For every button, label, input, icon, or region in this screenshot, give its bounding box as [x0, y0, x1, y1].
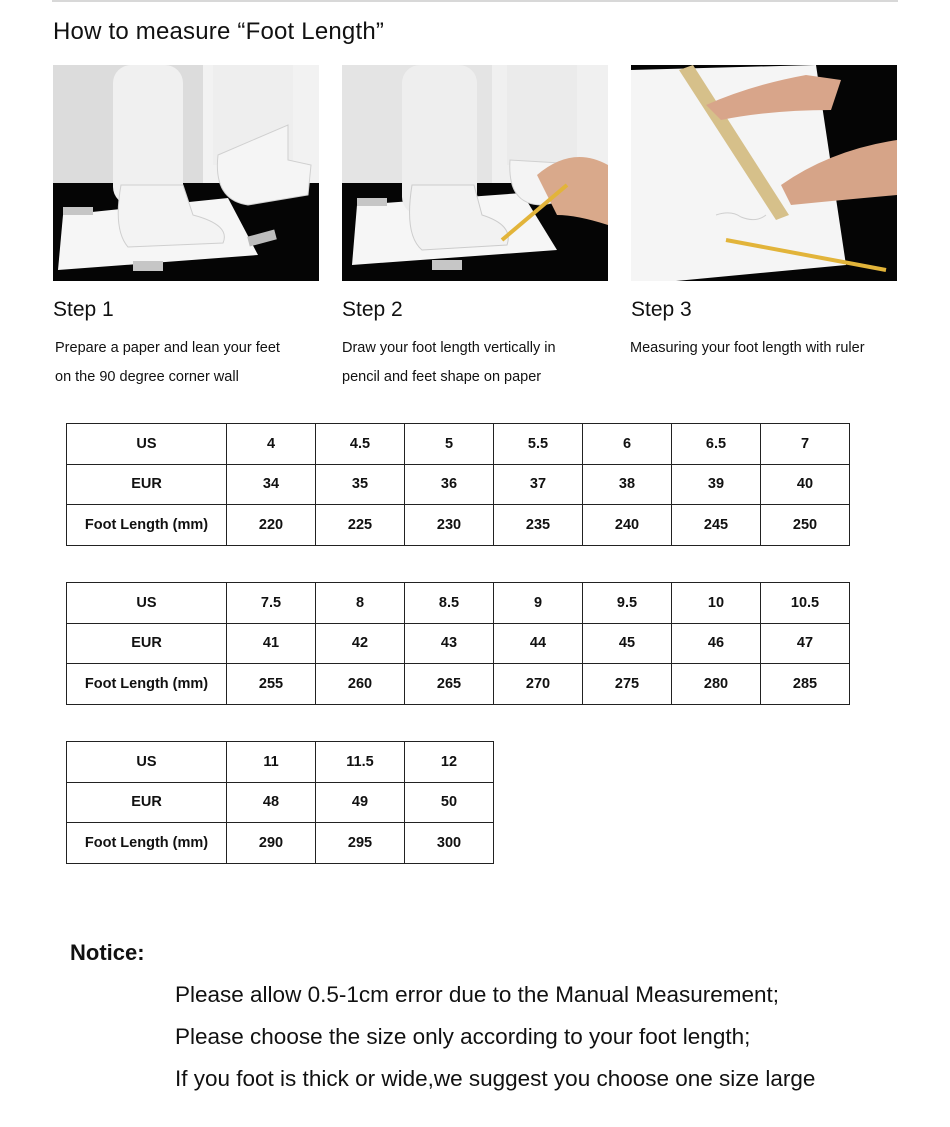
table-cell: 5.5 — [494, 424, 583, 465]
table-cell: 38 — [583, 464, 672, 505]
table-cell: 6 — [583, 424, 672, 465]
step-1-line-2: on the 90 degree corner wall — [55, 369, 239, 385]
table-cell: 220 — [227, 505, 316, 546]
table-cell: 44 — [494, 623, 583, 664]
size-table-3 — [66, 741, 494, 864]
row-label: Foot Length (mm) — [67, 505, 227, 546]
table-cell: 9 — [494, 583, 583, 624]
table-cell: 41 — [227, 623, 316, 664]
table-cell: 7.5 — [227, 583, 316, 624]
notice-line-1: Please allow 0.5-1cm error due to the Manual Measurement; — [175, 982, 780, 1007]
size-table-1 — [66, 423, 850, 546]
table-cell: 9.5 — [583, 583, 672, 624]
table-cell: 12 — [405, 742, 494, 783]
table-cell: 6.5 — [672, 424, 761, 465]
size-table-2 — [66, 582, 850, 705]
table-cell: 300 — [405, 823, 494, 864]
table-cell: 4.5 — [316, 424, 405, 465]
notice-line-3: If you foot is thick or wide,we suggest you choose one size large — [175, 1066, 816, 1091]
table-cell: 260 — [316, 664, 405, 705]
table-row-us — [67, 742, 494, 783]
table-cell: 10 — [672, 583, 761, 624]
table-cell: 40 — [761, 464, 850, 505]
row-label: EUR — [67, 464, 227, 505]
page-title: How to measure “Foot Length” — [53, 18, 385, 45]
step-3-description — [630, 334, 865, 363]
table-cell: 225 — [316, 505, 405, 546]
row-label: US — [67, 583, 227, 624]
top-divider — [52, 0, 898, 2]
table-cell: 45 — [583, 623, 672, 664]
table-cell: 245 — [672, 505, 761, 546]
table-cell: 255 — [227, 664, 316, 705]
table-cell: 8 — [316, 583, 405, 624]
table-row-us — [67, 583, 850, 624]
table-cell: 285 — [761, 664, 850, 705]
table-row-eur — [67, 623, 850, 664]
tracing-foot-photo — [342, 65, 608, 281]
table-cell: 39 — [672, 464, 761, 505]
table-cell: 235 — [494, 505, 583, 546]
step-1-title: Step 1 — [53, 298, 114, 321]
step-1-line-1: Prepare a paper and lean your feet — [55, 340, 280, 356]
table-cell: 10.5 — [761, 583, 850, 624]
table-row-foot-length — [67, 823, 494, 864]
table-cell: 250 — [761, 505, 850, 546]
foot-on-paper-photo — [53, 65, 319, 281]
step-1-description — [55, 334, 280, 392]
table-cell: 5 — [405, 424, 494, 465]
table-cell: 265 — [405, 664, 494, 705]
table-cell: 37 — [494, 464, 583, 505]
table-cell: 295 — [316, 823, 405, 864]
table-row-eur — [67, 782, 494, 823]
step-3-line-1: Measuring your foot length with ruler — [630, 340, 865, 356]
notice-title: Notice: — [70, 940, 145, 965]
row-label: EUR — [67, 782, 227, 823]
table-cell: 34 — [227, 464, 316, 505]
step-2-line-1: Draw your foot length vertically in — [342, 340, 556, 356]
ruler-measuring-photo — [631, 65, 897, 281]
table-cell: 290 — [227, 823, 316, 864]
row-label: EUR — [67, 623, 227, 664]
step-2-description — [342, 334, 556, 392]
table-cell: 48 — [227, 782, 316, 823]
step-2-line-2: pencil and feet shape on paper — [342, 369, 542, 385]
table-cell: 47 — [761, 623, 850, 664]
table-cell: 46 — [672, 623, 761, 664]
notice-line-2: Please choose the size only according to your foot length; — [175, 1024, 751, 1049]
table-cell: 4 — [227, 424, 316, 465]
table-cell: 240 — [583, 505, 672, 546]
step-3-title: Step 3 — [631, 298, 692, 321]
row-label: US — [67, 742, 227, 783]
step-2-title: Step 2 — [342, 298, 403, 321]
row-label: Foot Length (mm) — [67, 823, 227, 864]
table-cell: 42 — [316, 623, 405, 664]
table-cell: 43 — [405, 623, 494, 664]
table-cell: 280 — [672, 664, 761, 705]
row-label: US — [67, 424, 227, 465]
table-row-eur — [67, 464, 850, 505]
table-cell: 7 — [761, 424, 850, 465]
table-cell: 270 — [494, 664, 583, 705]
table-row-foot-length — [67, 505, 850, 546]
table-cell: 50 — [405, 782, 494, 823]
table-cell: 11.5 — [316, 742, 405, 783]
table-row-foot-length — [67, 664, 850, 705]
row-label: Foot Length (mm) — [67, 664, 227, 705]
table-row-us — [67, 424, 850, 465]
table-cell: 275 — [583, 664, 672, 705]
table-cell: 35 — [316, 464, 405, 505]
table-cell: 8.5 — [405, 583, 494, 624]
table-cell: 230 — [405, 505, 494, 546]
table-cell: 36 — [405, 464, 494, 505]
table-cell: 49 — [316, 782, 405, 823]
table-cell: 11 — [227, 742, 316, 783]
